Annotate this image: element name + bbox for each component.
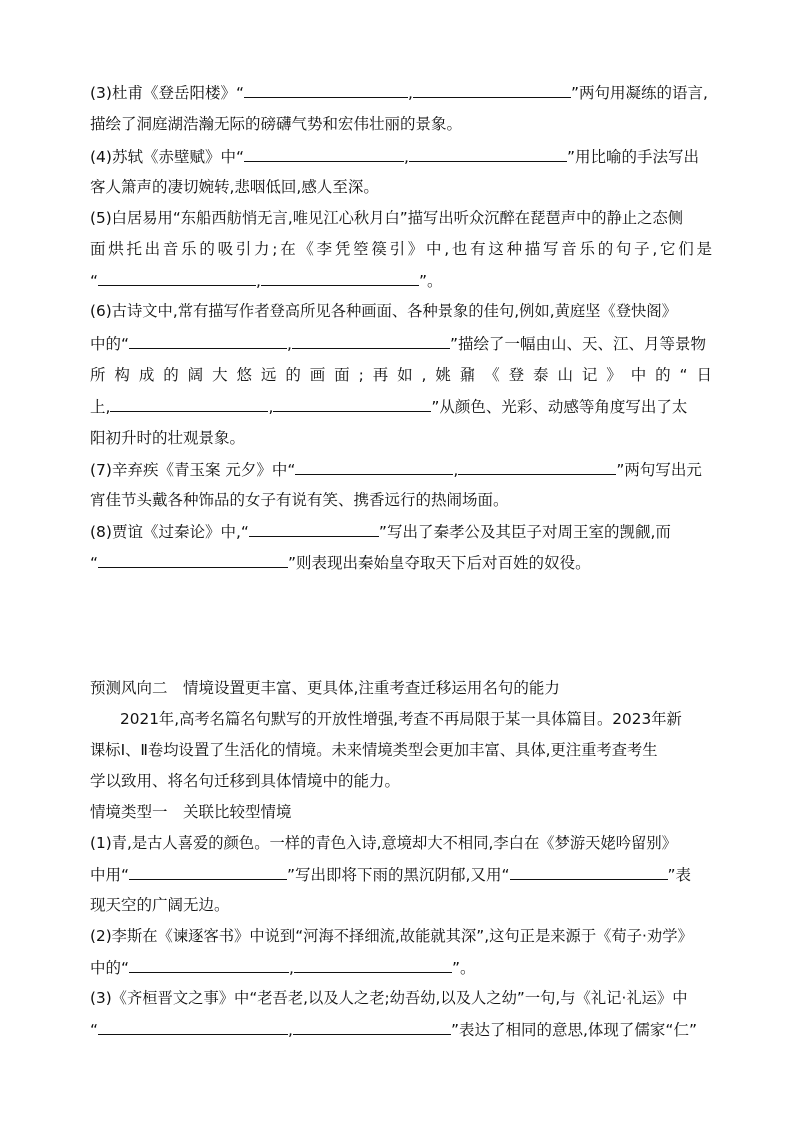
q6-sep: ,	[287, 335, 292, 353]
q6-line-2	[90, 333, 712, 354]
intro-line-1: 2021年,高考名篇名句默写的开放性增强,考查不再局限于某一具体篇目。2023年新	[120, 710, 682, 728]
q8-blank-2[interactable]	[98, 552, 288, 568]
q5-close-quote: ”。	[418, 272, 443, 290]
p2-blank-1[interactable]	[129, 957, 289, 973]
q5-line-3	[90, 270, 712, 291]
q4-sep: ,	[404, 148, 409, 166]
q4-blank-2[interactable]	[409, 146, 567, 162]
q5-blank-1[interactable]	[98, 270, 256, 286]
q6-text-d-pre: 上,	[90, 398, 111, 416]
q6-sep-2: ,	[268, 398, 274, 416]
q5-open-quote: “	[90, 272, 99, 290]
q7-blank-2[interactable]	[458, 459, 616, 475]
q8-line-1	[90, 521, 712, 542]
q4-line-1	[90, 146, 712, 167]
p2-text-b-post: ”。	[451, 959, 476, 977]
p3-open-quote: “	[90, 1021, 99, 1039]
q4-blank-1[interactable]	[244, 146, 404, 162]
q8-blank-1[interactable]	[249, 521, 379, 537]
q7-text-b: ”两句写出元	[616, 461, 702, 479]
q3-text-a: (3)杜甫《登岳阳楼》“	[90, 84, 244, 102]
q6-blank-2[interactable]	[292, 333, 450, 349]
subsection-title: 情境类型一 关联比较型情境	[90, 803, 292, 821]
p2-blank-2[interactable]	[294, 957, 452, 973]
q3-blank-2[interactable]	[413, 82, 571, 98]
p3-text-b-post: ”表达了相同的意思,体现了儒家“仁”	[450, 1021, 697, 1039]
q3-line-2: 描绘了洞庭湖浩瀚无际的磅礴气势和宏伟壮丽的景象。	[90, 115, 463, 133]
p1-text-b-pre: 中用“	[90, 866, 130, 884]
q5-line-1: (5)白居易用“东船西舫悄无言,唯见江心秋月白”描写出听众沉醉在琵琶声中的静止之态侧	[90, 209, 684, 227]
p3-sep: ,	[288, 1021, 293, 1039]
p1-line-2	[90, 864, 712, 885]
q6-blank-1[interactable]	[129, 333, 287, 349]
p2-sep: ,	[289, 959, 294, 977]
q3-sep: ,	[408, 84, 413, 102]
q8-text-c: ”则表现出秦始皇夺取天下后对百姓的奴役。	[288, 554, 591, 572]
p3-line-1: (3)《齐桓晋文之事》中“老吾老,以及人之老;幼吾幼,以及人之幼”一句,与《礼记·礼运》中	[90, 989, 688, 1007]
q4-line-2: 客人箫声的凄切婉转,悲咽低回,感人至深。	[90, 178, 379, 196]
q7-sep: ,	[453, 461, 459, 479]
q3-line-1	[90, 82, 712, 103]
q6-blank-3[interactable]	[110, 396, 268, 412]
p2-line-1: (2)李斯在《谏逐客书》中说到“河海不择细流,故能就其深”,这句正是来源于《荀子·劝学》	[90, 927, 693, 945]
q3-text-b: ”两句用凝练的语言,	[570, 84, 708, 102]
q8-text-b: ”写出了秦孝公及其臣子对周王室的觊觎,而	[378, 523, 671, 541]
q7-blank-1[interactable]	[295, 459, 453, 475]
q6-line-3: 所构成的阔大悠远的画面;再如,姚鼐《登泰山记》中的“日	[90, 366, 712, 384]
p3-blank-1[interactable]	[98, 1019, 288, 1035]
q6-line-5: 阳初升时的壮观景象。	[90, 429, 246, 447]
q6-text-d-post: ”从颜色、光彩、动感等角度写出了太	[431, 398, 688, 416]
q6-blank-4[interactable]	[273, 396, 431, 412]
p2-line-2	[90, 957, 712, 978]
q5-sep: ,	[256, 272, 261, 290]
p1-text-b-post: ”表	[667, 866, 692, 884]
q7-line-1	[90, 459, 712, 480]
q4-text-a: (4)苏轼《赤壁赋》中“	[90, 148, 244, 166]
q6-text-b-pre: 中的“	[90, 335, 130, 353]
p1-text-b-mid: ”写出即将下雨的黑沉阴郁,又用“	[287, 866, 510, 884]
q7-line-2: 宵佳节头戴各种饰品的女子有说有笑、携香远行的热闹场面。	[90, 491, 509, 509]
q6-text-b-post: ”描绘了一幅由山、天、江、月等景物	[449, 335, 706, 353]
intro-line-3: 学以致用、将名句迁移到具体情境中的能力。	[90, 772, 401, 790]
q8-line-2	[90, 552, 712, 573]
q4-text-b: ”用比喻的手法写出	[566, 148, 699, 166]
q5-blank-2[interactable]	[261, 270, 419, 286]
p2-text-b-pre: 中的“	[90, 959, 130, 977]
q8-text-a: (8)贾谊《过秦论》中,“	[90, 523, 249, 541]
intro-line-2: 课标Ⅰ、Ⅱ卷均设置了生活化的情境。未来情境类型会更加丰富、具体,更注重考查考生	[90, 741, 658, 759]
section-title: 预测风向二 情境设置更丰富、更具体,注重考查迁移运用名句的能力	[90, 679, 560, 697]
q3-blank-1[interactable]	[244, 82, 408, 98]
p3-blank-2[interactable]	[293, 1019, 451, 1035]
p1-blank-2[interactable]	[510, 864, 668, 880]
q5-line-2: 面烘托出音乐的吸引力;在《李凭箜篌引》中,也有这种描写音乐的句子,它们是	[90, 240, 712, 258]
p1-line-3: 现天空的广阔无边。	[90, 896, 230, 914]
p1-line-1: (1)青,是古人喜爱的颜色。一样的青色入诗,意境却大不相同,李白在《梦游天姥吟留别》	[90, 834, 677, 852]
p1-blank-1[interactable]	[129, 864, 287, 880]
q7-text-a: (7)辛弃疾《青玉案 元夕》中“	[90, 461, 296, 479]
q6-line-1: (6)古诗文中,常有描写作者登高所见各种画面、各种景象的佳句,例如,黄庭坚《登快阁》	[90, 302, 677, 320]
q6-line-4	[90, 396, 712, 417]
p3-line-2	[90, 1019, 712, 1040]
q8-open-quote: “	[90, 554, 99, 572]
